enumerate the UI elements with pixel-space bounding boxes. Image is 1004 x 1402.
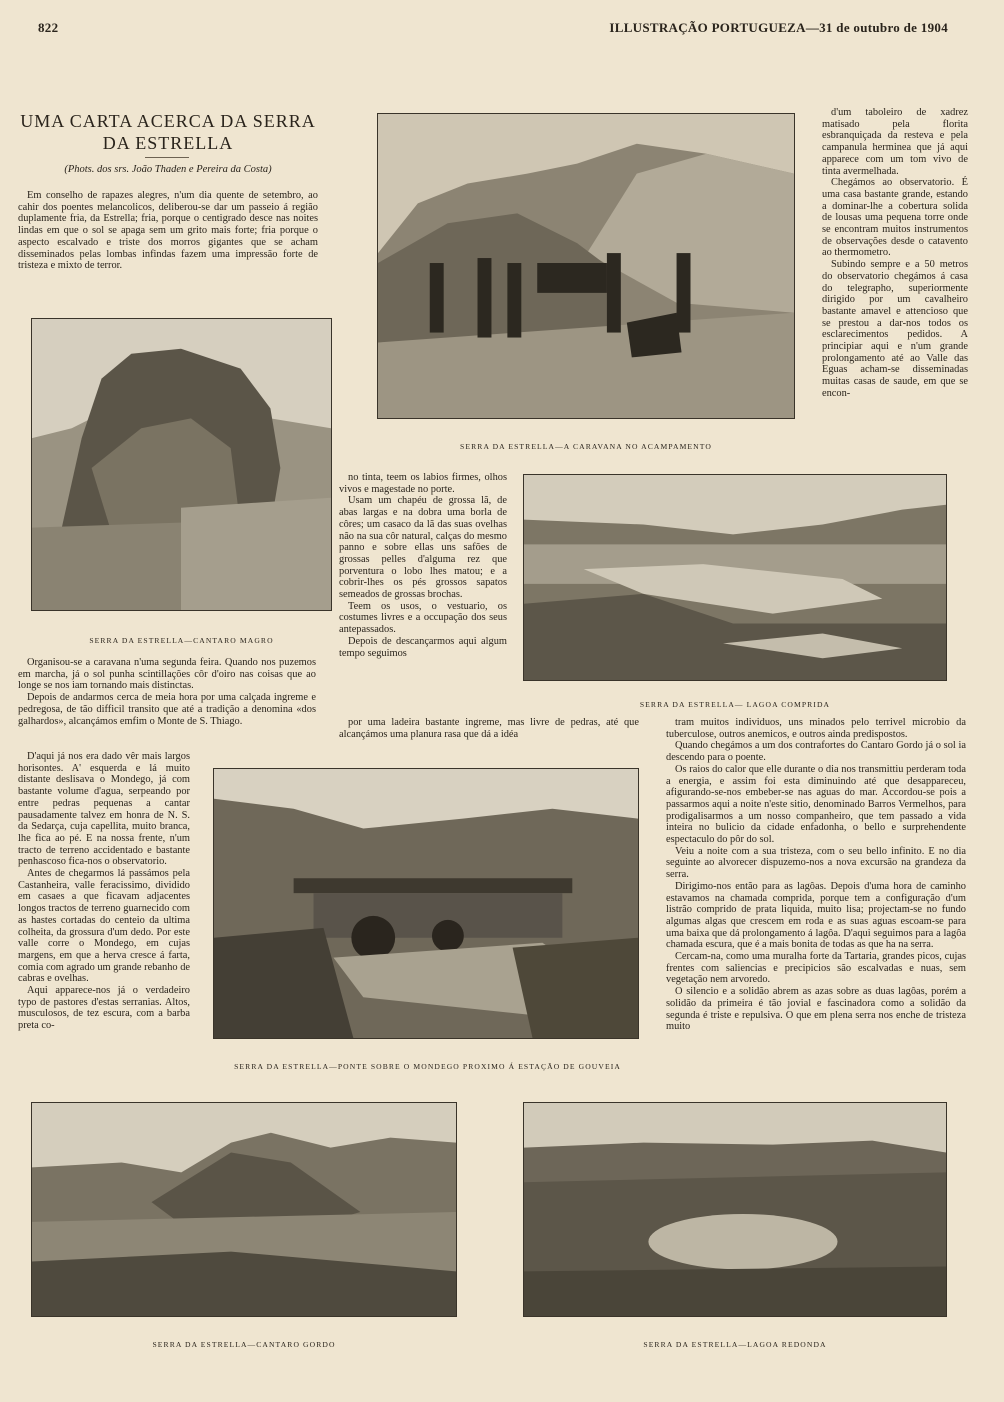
col3-p3: Subindo sempre e a 50 metros do observatorio chegámos á casa do telegrapho, superiormente dirigido por um cavalheiro bastante amavel e attencioso que se prestou a dar-nos todos os esclarecimentos pedidos. A principiar aqui e n'um grande prolongamento até ao Valle das Eguas acham-se disseminadas muitas casas de saude, em que se encon- [822,259,968,399]
caption-cantaro-magro: SERRA DA ESTRELLA—CANTARO MAGRO [89,636,274,645]
caption-ponte: SERRA DA ESTRELLA—PONTE SOBRE O MONDEGO PROXIMO Á ESTAÇÃO DE GOUVEIA [234,1062,621,1071]
col2-wide-text: por uma ladeira bastante ingreme, mas livre de pedras, até que alcançámos uma planura rasa que dá a idéa [339,717,639,740]
caption-cantaro-gordo: SERRA DA ESTRELLA—CANTARO GORDO [152,1340,336,1349]
col3-p9: O silencio e a solidão abrem as azas sobre as duas lagôas, porém a solidão da primeira é tão jovial e fascinadora como a solidão da segunda é triste e repulsiva. O que em plena serra nos enche de tristeza muito [666,986,966,1033]
photo-cantaro-magro [31,318,332,611]
intro-paragraph: Em conselho de rapazes alegres, n'um dia quente de setembro, ao cahir dos poentes melancolicos, deliberou-se dar um passeio á região duplamente fria, da Estrella; fria, porque o centigrado desce nas noites lindas em que o sol se apaga sem um grito mais forte; fria porque o aspecto escalvado e triste dos morros gigantes que se acham disseminados pelas lombas infindas fazem uma impressão forte de tristeza e mixto de terror. [18,190,318,272]
col3-p1: d'um taboleiro de xadrez matisado pela florita esbranquiçada da resteva e pela campanula herminea que já aqui apparece com um tom vivo de tinta avermelhada. [822,107,968,177]
photo-ponte [213,768,639,1039]
caption-lagoa-comprida: SERRA DA ESTRELLA— LAGOA COMPRIDA [639,700,831,709]
caption-caravana: SERRA DA ESTRELLA—A CARAVANA NO ACAMPAMENTO [460,442,712,451]
col1-p3: D'aqui já nos era dado vêr mais largos horisontes. A' esquerda e lá muito distante deslisava o Mondego, já com bastante volume d'agua, serpeando por entre pedras pequenas a cantar pausadamente talvez em honra de N. S. da Sedarça, cuja capellita, muito branca, lhe fica ao pé. E na nossa frente, n'um tracto de terreno accidentado e bastante penhascoso fica-nos o observatorio. [18,751,190,868]
cantaro-gordo-image [32,1103,456,1316]
col2-text [339,472,507,697]
col3-p6: Veiu a noite com a sua tristeza, com o seu bello infinito. E no dia seguinte ao alvorecer dispuzemo-nos a nova excursão na grandeza da serra. [666,845,966,881]
col1-p4: Antes de chegarmos lá passámos pela Castanheira, valle feracissimo, dividido em casaes a que ficavam adjacentes longos tractos de terreno guarnecido com as hastes cortadas do centeio da ultima colheita, da grossura d'um dedo. Por este valle corre o Mondego, em cujas margens, em que a herva cresce á farta, comia com agrado um grande rebanho de cabras e ovelhas. [18,868,190,985]
col2-p3: Teem os usos, o vestuario, os costumes livres e a occupação dos seus antepassados. [339,600,507,636]
article-title: UMA CARTA ACERCA DA SERRA DA ESTRELLA [20,111,316,153]
photo-cantaro-gordo [31,1102,457,1317]
photo-lagoa-redonda [523,1102,947,1317]
col2-p4: Depois de descançarmos aqui algum tempo seguimos [339,635,507,659]
lagoa-redonda-image [524,1103,946,1316]
col3-top-text [822,107,968,455]
col2-p1: no tinta, teem os labios firmes, olhos vivos e magestade no porte. [339,472,507,495]
publication-header: ILLUSTRAÇÃO PORTUGUEZA—31 de outubro de 1904 [609,20,948,35]
col3-lower-text [666,717,966,1081]
ponte-image [214,769,638,1038]
title-divider [145,157,189,158]
caption-lagoa-redonda: SERRA DA ESTRELLA—LAGOA REDONDA [643,1340,827,1349]
col3-p8: Cercam-na, como uma muralha forte da Tartaria, grandes picos, cujas frentes com saliencias e precipicios são escalvadas e nuas, sem vegetação nem arvoredo. [666,951,966,986]
col3-p7: Dirigimo-nos então para as lagôas. Depois d'uma hora de caminho estavamos na chamada comprida, porque tem a configuração d'um listrão comprido de prata liquida, muito lisa; projectam-se no fundo algumas algas que crescem em roda e as suas aguas escoam-se para uma baixa que dá prolongamento á lagôa. D'aqui seguimos para a lagôa chamada escura, que é a mais bonita de todas as que ha na serra. [666,880,966,951]
caravana-image [378,114,794,418]
photo-caravana [377,113,795,419]
page-number: 822 [38,20,59,35]
lagoa-comprida-image [524,475,946,680]
col3-p5: Os raios do calor que elle durante o dia nos transmittiu perderam toda a energia, e assim foi esta diminuindo até que desappareceu, afigurando-se-nos embeber-se nas aguas do mar. Accordou-se pois a passarmos aqui a noite n'este sitio, denominado Barros Vermelhos, para prodigalisarmos a um nosso companheiro, que tem passado a vida inteira no bulicio da cidade enfadonha, o bello e surprehendente espectaculo do pôr do sol. [666,763,966,846]
cantaro-magro-image [32,319,331,610]
col2-p2: Usam um chapéu de grossa lã, de abas largas e na dobra uma borla de côres; um casaco da lã das suas ovelhas não na sua côr natural, calças do mesmo panno e sobre ellas uns safões de grossas pelles d'alguma rez que porventura o lobo lhes matou; e a cobrir-lhes os pés grossos sapatos semeados de grossas brochas. [339,495,507,601]
col1-lower-text [18,751,190,1075]
col1-p1: Organisou-se a caravana n'uma segunda feira. Quando nos puzemos em marcha, já o sol punha scintillações côr d'oiro nas coisas que ao longe se nos iam tornando mais distinctas. [18,657,316,692]
col1-p2: Depois de andarmos cerca de meia hora por uma calçada ingreme e pedregosa, de tão difficil transito que até a tradição a denomina «dos galhardos», alcançámos emfim o Monte de S. Thiago. [18,692,316,727]
col3-p2: Chegámos ao observatorio. É uma casa bastante grande, estando a dominar-lhe a cobertura solida de lousas uma pequena torre onde se encontram muitos instrumentos de observações desde o catavento ao thermometro. [822,177,968,259]
col1-p5: Aqui apparece-nos já o verdadeiro typo de pastores d'estas serranias. Altos, musculosos, de tez escura, com a barba preta co- [18,985,190,1032]
photo-credit: (Phots. dos srs. João Thaden e Pereira da Costa) [64,164,272,175]
photo-lagoa-comprida [523,474,947,681]
col1-upper-text [18,657,316,751]
col3-p4: Quando chegámos a um dos contrafortes do Cantaro Gordo já o sol ia descendo para o poente. [666,740,966,764]
col3-mid: tram muitos individuos, uns minados pelo terrivel microbio da tuberculose, outros anemicos, e outros ainda predispostos. [666,717,966,740]
